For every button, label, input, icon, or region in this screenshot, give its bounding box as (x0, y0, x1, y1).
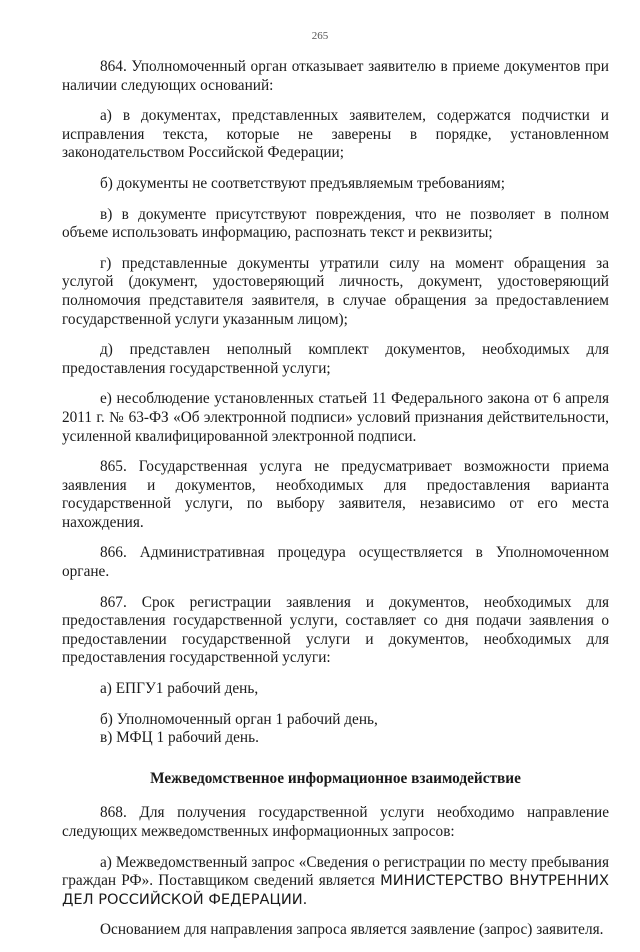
section-heading: Межведомственное информационное взаимодействие (150, 769, 521, 787)
page-number: 265 (311, 30, 329, 42)
paragraph-865: 865. Государственная услуга не предусматривает возможности приема заявления и документов, необходимых для предоставления варианта государственной услуги, по выбору заявителя, независимо от его места нахождения. (62, 458, 609, 531)
paragraph-867-a: а) ЕПГУ1 рабочий день, (100, 680, 259, 698)
paragraph-basis: Основанием для направления запроса является заявление (запрос) заявителя. (100, 921, 604, 939)
paragraph-864-e: е) несоблюдение установленных статьей 11 Федерального закона от 6 апреля 2011 г. № 63-ФЗ «Об электронной подписи» условий признания действительности, усиленной квалифицированной электронной подписи. (62, 390, 609, 445)
paragraph-864-g: г) представленные документы утратили силу на момент обращения за услугой (документ, удостоверяющий личность, документ, удостоверяющий полномочия представителя заявителя, в случае обращения за предоставлением государственной услуги указанным лицом); (62, 254, 609, 328)
paragraph-864: 864. Уполномоченный орган отказывает заявителю в приеме документов при наличии следующих оснований: (62, 58, 609, 94)
paragraph-867-v: в) МФЦ 1 рабочий день. (100, 729, 259, 747)
paragraph-866: 866. Административная процедура осуществляется в Уполномоченном органе. (62, 544, 609, 581)
paragraph-867: 867. Срок регистрации заявления и документов, необходимых для предоставления государственной услуги, составляет со дня подачи заявления о предоставлении государственной услуги и документов, необходимых для предоставления государственной услуги: (62, 593, 609, 667)
paragraph-867-b: б) Уполномоченный орган 1 рабочий день, (100, 710, 378, 728)
paragraph-864-v: в) в документе присутствуют повреждения, что не позволяет в полном объеме использовать информацию, распознать текст и реквизиты; (62, 205, 609, 242)
paragraph-868-a (62, 854, 609, 910)
paragraph-864-a: а) в документах, представленных заявителем, содержатся подчистки и исправления текста, которые не заверены в порядке, установленном законодательством Российской Федерации; (62, 107, 609, 162)
data-provider-name: МИНИСТЕРСТВО ВНУТРЕННИХ ДЕЛ РОССИЙСКОЙ ФЕДЕРАЦИИ. (62, 872, 609, 908)
paragraph-868: 868. Для получения государственной услуги необходимо направление следующих межведомственных информационных запросов: (62, 804, 609, 840)
paragraph-864-d: д) представлен неполный комплект документов, необходимых для предоставления государственной услуги; (62, 341, 609, 377)
document-body (62, 58, 609, 952)
paragraph-868-a-text: а) Межведомственный запрос «Сведения о регистрации по месту пребывания граждан РФ». Поставщиком сведений является (62, 853, 609, 890)
paragraph-864-b: б) документы не соответствуют предъявляемым требованиям; (100, 174, 505, 192)
